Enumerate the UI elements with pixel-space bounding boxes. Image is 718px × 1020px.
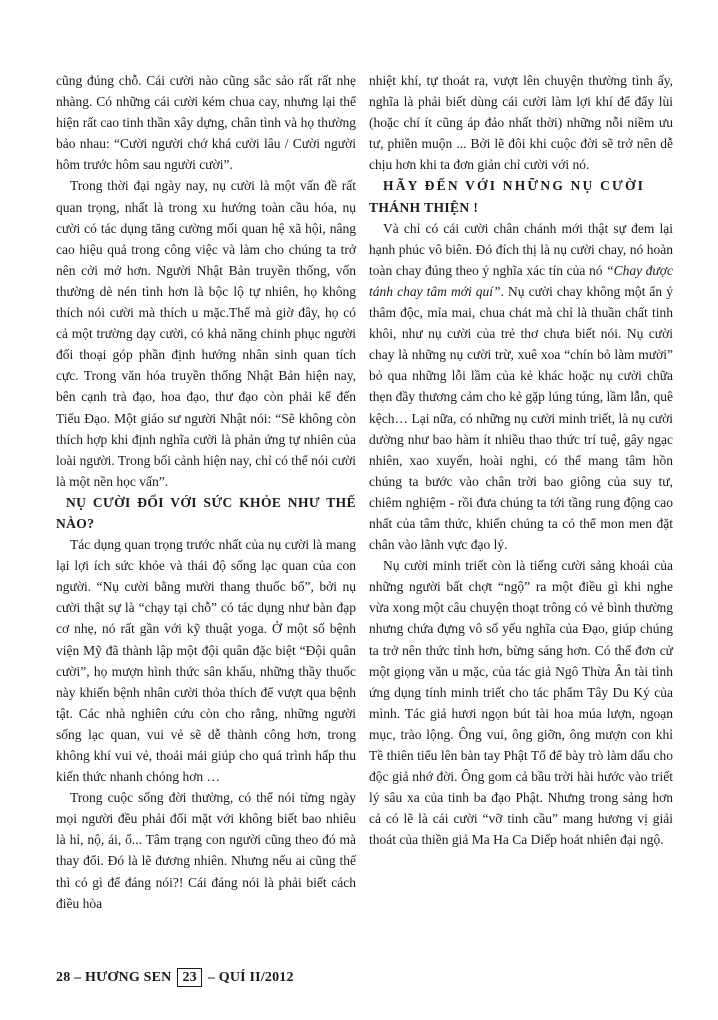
right-column (369, 70, 673, 850)
paragraph-text: Và chỉ có cái cười chân chánh mới thật sự đem lại hạnh phúc vô biên. Đó đích thị là nụ cười chay, nó hoàn toàn chay đúng theo ý nghĩa xác tín của nó (369, 220, 673, 278)
paragraph: Trong cuộc sống đời thường, có thể nói từng ngày mọi người đều phải đối mặt với không biết bao nhiêu là hỉ, nộ, ái, ố... Tâm trạng con người cũng theo đó mà thay đổi. Đó là lẽ đương nhiên. Nhưng nếu ai cũng thế thì có gì để đáng nói?! Cái đáng nói là phải biết cách điều hòa (56, 790, 356, 911)
paragraph (369, 218, 673, 556)
footer-period: – QUÍ II/2012 (207, 969, 294, 985)
paragraph: nhiệt khí, tự thoát ra, vượt lên chuyện thường tình ấy, nghĩa là phải biết dùng cái cười làm lợi khí để đẩy lùi (hoặc chí ít cũng áp đảo nhất thời) những nỗi niềm ưu tư, phiền muộn ... Bởi lẽ đôi khi cuộc đời sẽ trở nên dễ chịu hơn khi ta đơn giản chỉ cười với nó. (369, 73, 673, 173)
paragraph: Trong thời đại ngày nay, nụ cười là một vấn đề rất quan trọng, nhất là trong xu hướng toàn cầu hóa, nụ cười có tác dụng tăng cường mối quan hệ xã hội, nâng cao hiệu quả trong công việc và làm cho chúng ta trở nên cởi mở hơn. Người Nhật Bản truyền thống, vốn thường dè nén tình hơn là bộc lộ tự nhiên, họ không thích nói cười mà thích u mặc.Thế mà giờ đây, họ có cả một trường dạy cười, có khả năng chinh phục người đối thoại góp phần định hướng nhân sinh quan tích cực. Trong văn hóa truyền thống Nhật Bản hiện nay, bên cạnh trà đạo, hoa đạo, thư đạo còn phải kể đến Tiếu Đạo. Một giáo sư người Nhật nói: “Sẽ không còn thích hợp khi định nghĩa cười là phản ứng tự nhiên của loài người. Trong bối cảnh hiện nay, chỉ có thể nói cười là một nền học vấn”. (56, 178, 356, 489)
section-heading (369, 175, 673, 217)
section-heading-line-1: HÃY ĐẾN VỚI NHỮNG NỤ CƯỜI (383, 178, 646, 194)
paragraph: Nụ cười minh triết còn là tiếng cười sảng khoái của những người bất chợt “ngộ” ra một điều gì khi nghe vừa xong một câu chuyện thoạt trông có vẻ bình thường nhưng chứa đựng vô số yếu nghĩa của Đạo, giúp chúng ta trở nên thức tỉnh hơn, bừng sáng hơn. Có thể đơn cử một giọng văn u mặc, của tác giả Ngô Thừa Ân tài tình ứng dụng tính minh triết cho tác phẩm Tây Du Ký của mình. Tác giả hươi ngọn bút tài hoa múa lượn, ngoạn mục, trào lộng. Ông vui, ông giỡn, ông mượn con khỉ Tề thiên tiểu lên bàn tay Phật Tổ để bày trò làm dấu cho độc giả nhớ đời. Ông gom cả bầu trời hài hước vào triết lý sâu xa của tinh ba đạo Phật. Nhưng trong sảng hơn cả có lẽ là cái cười “vỡ tinh cầu” mang hương vị giải thoát của thiền giả Ma Ha Ca Diếp hoát nhiên đại ngộ. (369, 558, 673, 848)
page-footer (56, 968, 294, 987)
section-heading: NỤ CƯỜI ĐỐI VỚI SỨC KHỎE NHƯ THẾ NÀO? (56, 494, 356, 531)
left-column (56, 70, 356, 914)
paragraph: Tác dụng quan trọng trước nhất của nụ cười là mang lại lợi ích sức khỏe và thái độ sống lạc quan của con người. “Nụ cười bằng mười thang thuốc bổ”, bởi nụ cười thật sự là “chạy tại chỗ” có tác dụng như bàn đạp cơ nhẹ, nó rất gần với kỹ thuật yoga. Ở một số bệnh viện Mỹ đã thành lập một đội quân đặc biệt “Đội quân cười”, họ mượn hình thức sân khấu, những thầy thuốc này khiến bệnh nhân cười thỏa thích để vượt qua bệnh tật. Các nhà nghiên cứu còn cho rằng, những người sống lạc quan, vui vẻ sẽ dễ thành công hơn, trong không khí vui vẻ, thoải mái giúp cho quá trình hấp thu kiến thức nhanh chóng hơn … (56, 537, 356, 785)
footer-page-title: 28 – HƯƠNG SEN (56, 969, 172, 985)
paragraph-text: . Nụ cười chay không một ẩn ý thâm độc, mỉa mai, chua chát mà chỉ là thuần chất tinh khôi, như nụ cười của trẻ thơ chưa biết nói. Nụ cười chay là những nụ cười trừ, xuê xoa “chín bỏ làm mười” bỏ qua những lỗi lầm của kẻ khác hoặc nụ cười chữa thẹn đầy thương cảm cho kẻ gặp lúng túng, lầm lẫn, quê kệch… Lại nữa, có những nụ cười minh triết, là nụ cười dường như bao hàm ít nhiều thao thức trí tuệ, gây ngạc nhiên, xao xuyến, hoài nghi, có thể mang tâm hồn chúng ta bước vào chân trời bao giông của suy tư, chiêm nghiệm - rồi đưa chúng ta tới tầng rung động cao nhất của tâm thức, khiến chúng ta có thể mon men đặt chân vào lãnh vực đạo lý. (369, 283, 673, 553)
italic-quote: “Chay được tánh chay tâm mới quí” (369, 262, 673, 299)
paragraph: cũng đúng chỗ. Cái cười nào cũng sắc sảo rất rất nhẹ nhàng. Có những cái cười kém chua cay, nhưng lại thể hiện rất cao tinh thần xây dựng, chân tình và họ thường bảo nhau: “Cười người chớ khá cười lâu / Cười người hôm trước hôm sau người cười”. (56, 73, 356, 173)
issue-number-badge: 23 (177, 968, 201, 987)
section-heading-line-2: THÁNH THIỆN ! (369, 199, 479, 215)
